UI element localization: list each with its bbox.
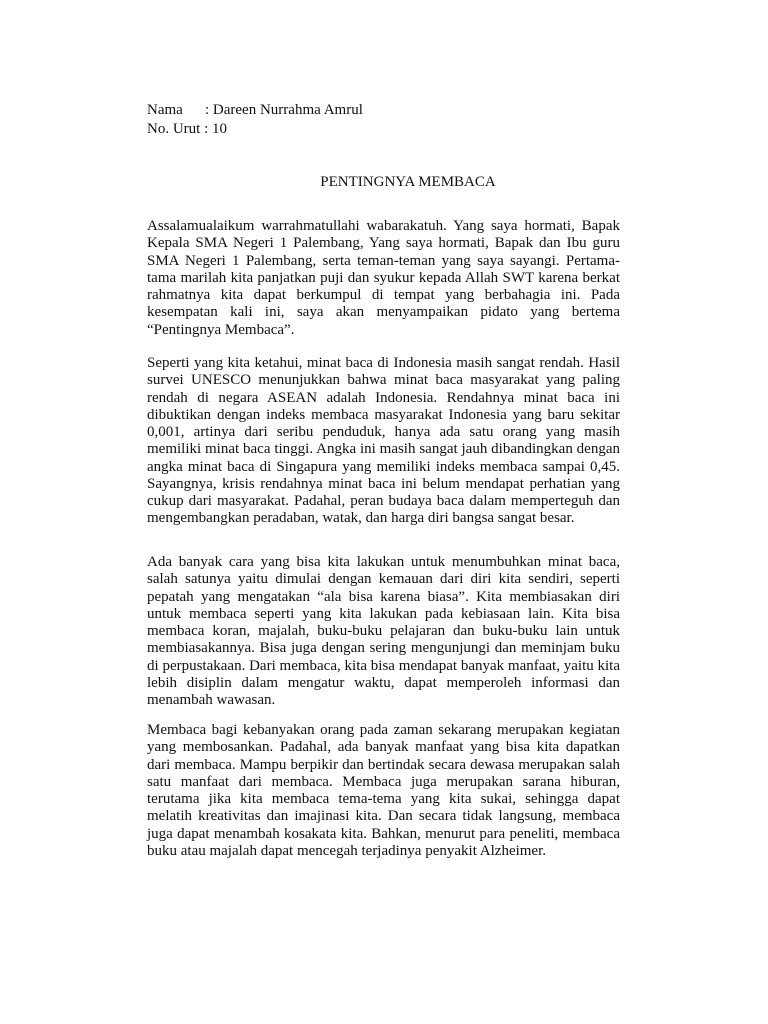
name-label: Nama [147, 102, 183, 118]
document-title: PENTINGNYA MEMBACA [320, 174, 496, 190]
number-row [147, 120, 363, 139]
name-value: : Dareen Nurrahma Amrul [205, 102, 363, 118]
number-label: No. Urut [147, 121, 201, 137]
paragraph-opening: Assalamualaikum warrahmatullahi wabarakatuh. Yang saya hormati, Bapak Kepala SMA Negeri 1 Palembang, Yang saya hormati, Bapak dan Ibu guru SMA Negeri 1 Palembang, serta teman-teman yang saya sayangi. Pertama-tama marilah kita panjatkan puji dan syukur kepada Allah SWT karena berkat rahmatnya kita dapat berkumpul di tempat yang berbahagia ini. Pada kesempatan kali ini, saya akan menyampaikan pidato yang bertema “Pentingnya Membaca”. [147, 218, 620, 338]
name-row [147, 101, 363, 120]
paragraph-reading-interest: Seperti yang kita ketahui, minat baca di Indonesia masih sangat rendah. Hasil survei UNESCO menunjukkan bahwa minat baca masyarakat yang paling rendah di negara ASEAN adalah Indonesia. Rendahnya minat baca ini dibuktikan dengan indeks membaca masyarakat Indonesia yang baru sekitar 0,001, artinya dari seribu penduduk, hanya ada satu orang yang masih memiliki minat baca tinggi. Angka ini masih sangat jauh dibandingkan dengan angka minat baca di Singapura yang memiliki indeks membaca sampai 0,45. Sayangnya, krisis rendahnya minat baca ini belum mendapat perhatian yang cukup dari masyarakat. Padahal, peran budaya baca dalam memperteguh dan mengembangkan peradaban, watak, dan harga diri bangsa sangat besar. [147, 355, 620, 527]
student-info [147, 101, 363, 139]
paragraph-benefits: Membaca bagi kebanyakan orang pada zaman sekarang merupakan kegiatan yang membosankan. Padahal, ada banyak manfaat yang bisa kita dapatkan dari membaca. Mampu berpikir dan bertindak secara dewasa merupakan salah satu manfaat dari membaca. Membaca juga merupakan sarana hiburan, terutama jika kita membaca tema-tema yang kita sukai, sehingga dapat melatih kreativitas dan imajinasi kita. Dan secara tidak langsung, membaca juga dapat menambah kosakata kita. Bahkan, menurut para peneliti, membaca buku atau majalah dapat mencegah terjadinya penyakit Alzheimer. [147, 722, 620, 859]
number-value: : 10 [204, 121, 227, 137]
paragraph-ways-to-improve: Ada banyak cara yang bisa kita lakukan untuk menumbuhkan minat baca, salah satunya yaitu dimulai dengan kemauan dari diri kita sendiri, seperti pepatah yang mengatakan “ala bisa karena biasa”. Kita membiasakan diri untuk membaca seperti yang kita lakukan pada kebiasaan lain. Kita bisa membaca koran, majalah, buku-buku pelajaran dan buku-buku lain untuk membiasakannya. Bisa juga dengan sering mengunjungi dan meminjam buku di perpustakaan. Dari membaca, kita bisa mendapat banyak manfaat, yaitu kita lebih disiplin dalam mengatur waktu, dapat memperoleh informasi dan menambah wawasan. [147, 554, 620, 708]
